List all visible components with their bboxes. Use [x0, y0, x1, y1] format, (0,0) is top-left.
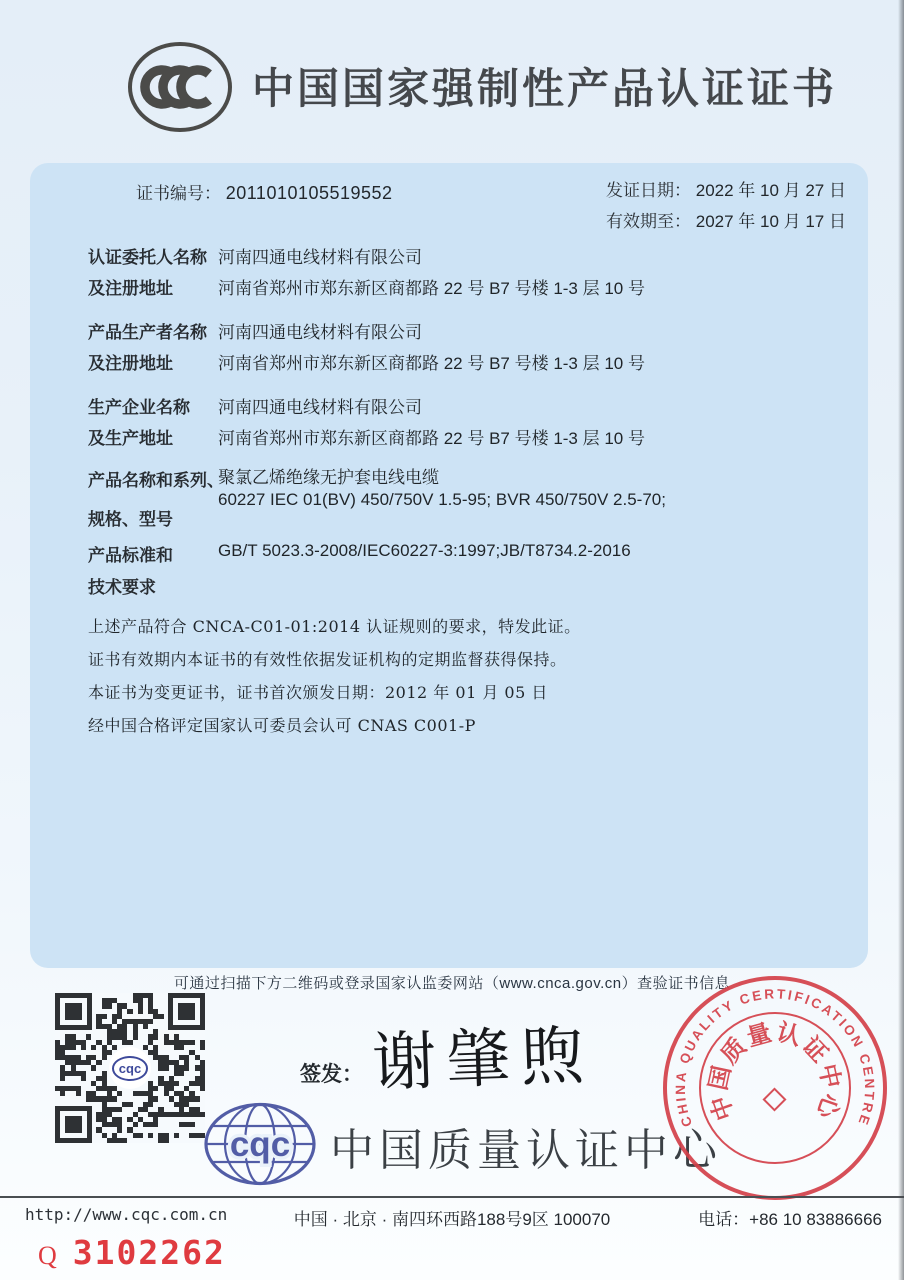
- standard-value: GB/T 5023.3-2008/IEC60227-3:1997;JB/T8734.2-2016: [218, 541, 631, 560]
- applicant-name-value: 河南四通电线材料有限公司: [218, 248, 422, 267]
- tech-req-label: 技术要求: [88, 578, 156, 597]
- svg-text:CHINA QUALITY CERTIFICATION CE: CHINA QUALITY CERTIFICATION CENTRE: [672, 986, 878, 1129]
- qr-finder-icon: [55, 993, 92, 1030]
- producer-name-label: 产品生产者名称: [88, 323, 207, 342]
- serial-prefix: Q: [38, 1241, 57, 1270]
- applicant-addr-label: 及注册地址: [88, 279, 173, 298]
- issuer-name: 中国质量认证中心: [330, 1126, 722, 1175]
- statement-line: 上述产品符合 CNCA-C01-01:2014 认证规则的要求，特发此证。: [88, 617, 581, 636]
- statement-line: 证书有效期内本证书的有效性依据发证机构的定期监督获得保持。: [88, 650, 567, 669]
- issue-date-value: 2022 年 10 月 27 日: [695, 181, 846, 200]
- footer-address: 中国 · 北京 · 南四环西路188号9区 100070: [293, 1210, 611, 1229]
- factory-name-label: 生产企业名称: [88, 398, 190, 417]
- scan-shadow-edge: [898, 0, 904, 1280]
- verify-note: 可通过扫描下方二维码或登录国家认监委网站（www.cnca.gov.cn）查验证书信息: [173, 975, 731, 992]
- valid-until-value: 2027 年 10 月 17 日: [695, 212, 846, 231]
- valid-until-line: [606, 207, 846, 232]
- certificate-header: [0, 0, 904, 160]
- producer-name-value: 河南四通电线材料有限公司: [218, 323, 422, 342]
- signed-by-label: 签发：: [300, 1061, 363, 1086]
- factory-addr-value: 河南省郑州市郑东新区商都路 22 号 B7 号楼 1-3 层 10 号: [218, 429, 645, 448]
- applicant-name-label: 认证委托人名称: [88, 248, 207, 267]
- cqc-globe-icon: [202, 1102, 318, 1186]
- product-name-label: 产品名称和系列、: [88, 471, 224, 490]
- ccc-mark-icon: [126, 40, 234, 134]
- serial-digits: 3102262: [72, 1233, 226, 1272]
- statements-block: [88, 610, 581, 742]
- qr-code: [55, 993, 205, 1143]
- factory-addr-label: 及生产地址: [88, 429, 173, 448]
- footer-website: http://www.cqc.com.cn: [25, 1205, 228, 1224]
- signature-name: 谢肇煦: [370, 1019, 596, 1101]
- product-model-label: 规格、型号: [88, 510, 173, 529]
- svg-text:中国质量认证中心: 中国质量认证中心: [704, 1018, 846, 1124]
- qr-center-logo-icon: [109, 1047, 151, 1089]
- serial-number: [38, 1233, 226, 1272]
- certificate-number-value: 2011010105519552: [225, 183, 393, 203]
- standard-label: 产品标准和: [88, 546, 173, 565]
- certificate-title: 中国国家强制性产品认证证书: [252, 65, 838, 112]
- certificate-number-line: [136, 179, 393, 204]
- qr-logo-text: cqc: [112, 1056, 148, 1081]
- cqc-stamp-seal: [657, 970, 893, 1206]
- product-name-value: 聚氯乙烯绝缘无护套电线电缆: [218, 468, 439, 487]
- producer-addr-label: 及注册地址: [88, 354, 173, 373]
- issue-date-line: [606, 176, 846, 201]
- statement-line: 本证书为变更证书，证书首次颁发日期：2012 年 01 月 05 日: [88, 683, 548, 702]
- certificate-number-label: 证书编号：: [136, 184, 221, 204]
- valid-until-label: 有效期至：: [606, 212, 691, 232]
- issue-date-label: 发证日期：: [606, 181, 691, 201]
- product-model-value: 60227 IEC 01(BV) 450/750V 1.5-95; BVR 450/750V 2.5-70;: [218, 490, 666, 509]
- statement-line: 经中国合格评定国家认可委员会认可 CNAS C001-P: [88, 716, 476, 735]
- factory-name-value: 河南四通电线材料有限公司: [218, 398, 422, 417]
- svg-text:cqc: cqc: [229, 1125, 291, 1164]
- qr-finder-icon: [168, 993, 205, 1030]
- footer-divider: [0, 1196, 904, 1198]
- footer-phone: 电话：+86 10 83886666: [698, 1210, 882, 1229]
- producer-addr-value: 河南省郑州市郑东新区商都路 22 号 B7 号楼 1-3 层 10 号: [218, 354, 645, 373]
- qr-finder-icon: [55, 1106, 92, 1143]
- applicant-addr-value: 河南省郑州市郑东新区商都路 22 号 B7 号楼 1-3 层 10 号: [218, 279, 645, 298]
